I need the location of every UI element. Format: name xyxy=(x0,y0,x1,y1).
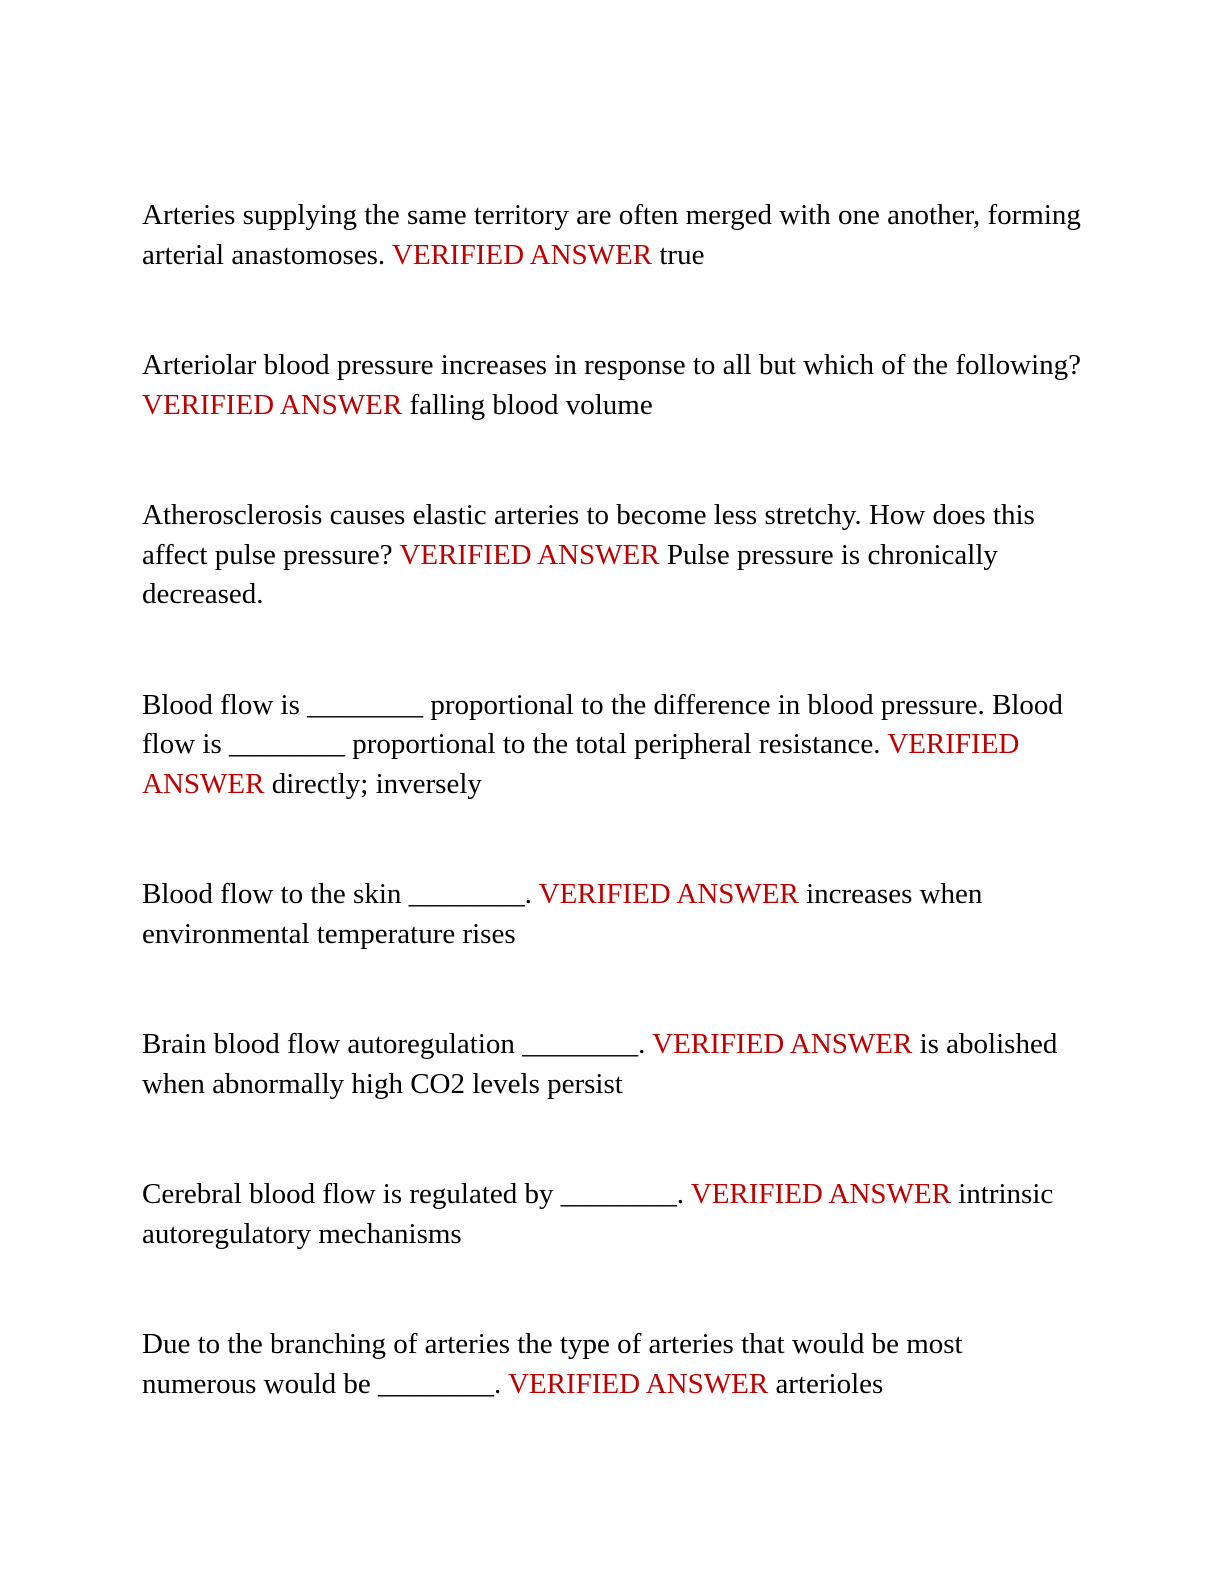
question-text: Atherosclerosis causes elastic arteries to become less stretchy. How does this affect pulse pressure? xyxy=(142,499,1035,571)
question-text: Blood flow to the skin ________. xyxy=(142,878,532,910)
verified-answer-label: VERIFIED ANSWER xyxy=(690,1178,951,1210)
qa-item xyxy=(142,875,1082,954)
verified-answer-label: VERIFIED ANSWER xyxy=(399,538,660,571)
qa-item xyxy=(142,1325,1082,1404)
answer-text: is abolished when abnormally high CO2 levels persist xyxy=(142,1028,1058,1100)
answer-text: intrinsic autoregulatory mechanisms xyxy=(142,1178,1054,1250)
qa-item xyxy=(142,196,1082,275)
verified-answer-label: VERIFIED ANSWER xyxy=(507,1367,769,1400)
question-text: Cerebral blood flow is regulated by ________. xyxy=(142,1178,685,1210)
verified-answer-label: VERIFIED ANSWER xyxy=(391,238,653,271)
verified-answer-label: VERIFIED ANSWER xyxy=(652,1028,913,1060)
question-text: Blood flow is ________ proportional to the difference in blood pressure. Blood flow is ________ proportional to the total peripheral resistance. xyxy=(142,688,1063,760)
question-text: Brain blood flow autoregulation ________. xyxy=(142,1028,646,1060)
answer-text: increases when environmental temperature rises xyxy=(142,878,983,950)
question-text: Arteries supplying the same territory are often merged with one another, forming arterial anastomoses. xyxy=(142,199,1081,271)
answer-text: true xyxy=(659,238,705,271)
answer-text: arterioles xyxy=(775,1367,884,1400)
qa-item xyxy=(142,496,1082,615)
qa-item xyxy=(142,346,1082,425)
qa-item xyxy=(142,686,1082,805)
answer-text: falling blood volume xyxy=(409,388,653,421)
question-text: Due to the branching of arteries the type of arteries that would be most numerous would be ________. xyxy=(142,1328,963,1400)
qa-list xyxy=(142,196,1082,1404)
verified-answer-label: VERIFIED ANSWER xyxy=(142,388,403,421)
question-text: Arteriolar blood pressure increases in response to all but which of the following? xyxy=(142,349,1082,381)
answer-text: directly; inversely xyxy=(271,767,482,800)
verified-answer-label: VERIFIED ANSWER xyxy=(538,878,799,910)
answer-text: Pulse pressure is chronically decreased. xyxy=(142,538,998,610)
qa-item xyxy=(142,1175,1082,1254)
verified-answer-label: VERIFIED ANSWER xyxy=(142,728,1020,800)
qa-item xyxy=(142,1025,1082,1104)
